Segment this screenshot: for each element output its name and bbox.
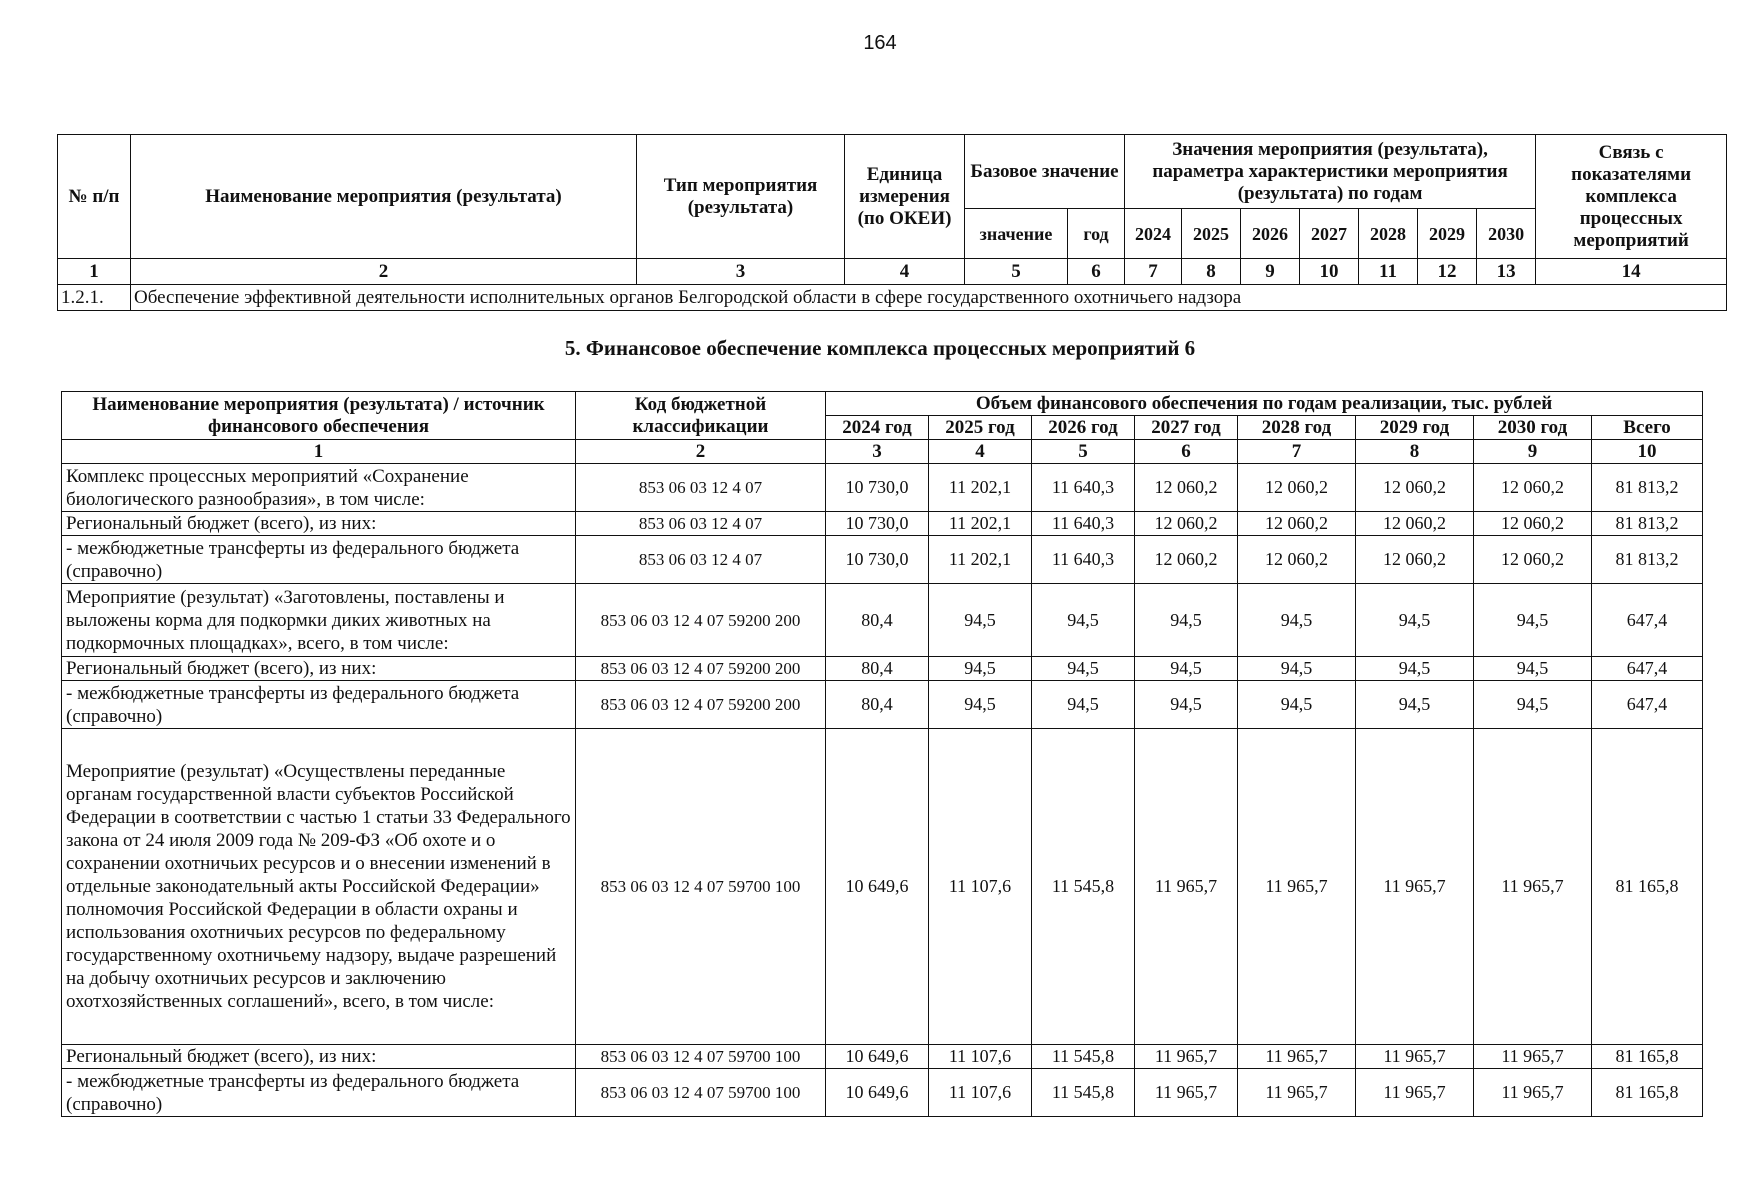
row-value: 94,5 (1032, 584, 1135, 657)
row-value: 80,4 (826, 657, 929, 681)
row-value: 80,4 (826, 681, 929, 729)
results-table (57, 134, 1727, 311)
header-base-value: значение (965, 209, 1068, 259)
header-year: 2026 (1241, 209, 1300, 259)
row-name: - межбюджетные трансферты из федерального бюджета (справочно) (62, 681, 576, 729)
column-number: 2 (576, 440, 826, 464)
row-value: 94,5 (929, 584, 1032, 657)
row-value: 12 060,2 (1356, 464, 1474, 512)
row-value: 11 965,7 (1474, 729, 1592, 1045)
column-number: 10 (1592, 440, 1703, 464)
row-name: Региональный бюджет (всего), из них: (62, 512, 576, 536)
table-row (62, 657, 1703, 681)
row-value: 94,5 (1135, 584, 1238, 657)
row-value: 11 202,1 (929, 512, 1032, 536)
row-total: 647,4 (1592, 584, 1703, 657)
header-values-group: Значения мероприятия (результата), параметра характеристики мероприятия (результата) по годам (1125, 135, 1536, 209)
row-name: Мероприятие (результат) «Заготовлены, поставлены и выложены корма для подкормки диких животных на подкормочных площадках», всего, в том числе: (62, 584, 576, 657)
table-row (62, 464, 1703, 512)
table-row (62, 584, 1703, 657)
header-link: Связь с показателями комплекса процессных мероприятий (1536, 135, 1727, 259)
row-code: 853 06 03 12 4 07 59200 200 (576, 584, 826, 657)
row-code: 853 06 03 12 4 07 59700 100 (576, 1069, 826, 1117)
row-value: 12 060,2 (1474, 464, 1592, 512)
header-year: 2027 (1300, 209, 1359, 259)
column-number: 11 (1359, 259, 1418, 285)
header-base-year: год (1068, 209, 1125, 259)
header-year: 2026 год (1032, 416, 1135, 440)
row-value: 80,4 (826, 584, 929, 657)
table-row (58, 285, 1727, 311)
column-number: 5 (1032, 440, 1135, 464)
row-name: Региональный бюджет (всего), из них: (62, 1045, 576, 1069)
row-code: 853 06 03 12 4 07 59200 200 (576, 681, 826, 729)
row-value: 11 965,7 (1356, 1069, 1474, 1117)
column-number: 5 (965, 259, 1068, 285)
header-year: 2030 (1477, 209, 1536, 259)
row-value: 11 202,1 (929, 536, 1032, 584)
row-code: 853 06 03 12 4 07 59700 100 (576, 729, 826, 1045)
row-value: 11 965,7 (1474, 1069, 1592, 1117)
header-year: 2028 (1359, 209, 1418, 259)
row-value: 94,5 (1032, 657, 1135, 681)
column-number: 3 (637, 259, 845, 285)
row-value: 11 965,7 (1135, 1045, 1238, 1069)
header-year: 2025 (1182, 209, 1241, 259)
table-row (62, 681, 1703, 729)
row-name: Региональный бюджет (всего), из них: (62, 657, 576, 681)
column-number: 7 (1125, 259, 1182, 285)
header-year: 2029 (1418, 209, 1477, 259)
row-value: 12 060,2 (1238, 536, 1356, 584)
row-value: 11 965,7 (1238, 1045, 1356, 1069)
column-number: 7 (1238, 440, 1356, 464)
row-value: 11 640,3 (1032, 464, 1135, 512)
row-value: 10 730,0 (826, 464, 929, 512)
table-row (62, 1045, 1703, 1069)
row-total: 81 165,8 (1592, 729, 1703, 1045)
row-value: 11 107,6 (929, 729, 1032, 1045)
row-value: 10 649,6 (826, 729, 929, 1045)
row-value: 94,5 (1135, 657, 1238, 681)
row-value: 94,5 (929, 681, 1032, 729)
row-value: 94,5 (1474, 584, 1592, 657)
row-value: 10 649,6 (826, 1045, 929, 1069)
page-number: 164 (863, 32, 897, 54)
column-number: 12 (1418, 259, 1477, 285)
column-number: 1 (62, 440, 576, 464)
row-value: 11 965,7 (1135, 729, 1238, 1045)
table-row (62, 1069, 1703, 1117)
row-code: 853 06 03 12 4 07 (576, 464, 826, 512)
row-value: 11 640,3 (1032, 536, 1135, 584)
row-value: 10 649,6 (826, 1069, 929, 1117)
column-number: 3 (826, 440, 929, 464)
row-value: 94,5 (1238, 657, 1356, 681)
row-value: 11 965,7 (1356, 729, 1474, 1045)
column-number: 14 (1536, 259, 1727, 285)
header-volume: Объем финансового обеспечения по годам реализации, тыс. рублей (826, 392, 1703, 416)
row-value: 94,5 (1238, 584, 1356, 657)
column-number: 6 (1135, 440, 1238, 464)
column-number: 4 (929, 440, 1032, 464)
column-number: 9 (1241, 259, 1300, 285)
row-value: 11 640,3 (1032, 512, 1135, 536)
row-total: 81 165,8 (1592, 1045, 1703, 1069)
header-year: 2029 год (1356, 416, 1474, 440)
row-value: 10 730,0 (826, 536, 929, 584)
row-value: 12 060,2 (1135, 536, 1238, 584)
column-number-row (58, 259, 1727, 285)
header-code: Код бюджетной классификации (576, 392, 826, 440)
header-total: Всего (1592, 416, 1703, 440)
row-value: 11 965,7 (1356, 1045, 1474, 1069)
row-value: 94,5 (1356, 584, 1474, 657)
table-row (62, 512, 1703, 536)
row-code: 853 06 03 12 4 07 59200 200 (576, 657, 826, 681)
row-value: 11 545,8 (1032, 1045, 1135, 1069)
row-total: 81 813,2 (1592, 536, 1703, 584)
row-value: 12 060,2 (1356, 512, 1474, 536)
row-value: 94,5 (1356, 657, 1474, 681)
column-number: 10 (1300, 259, 1359, 285)
row-name: - межбюджетные трансферты из федерального бюджета (справочно) (62, 1069, 576, 1117)
row-value: 94,5 (1474, 657, 1592, 681)
column-number: 13 (1477, 259, 1536, 285)
row-value: 12 060,2 (1135, 464, 1238, 512)
header-year: 2027 год (1135, 416, 1238, 440)
row-value: 94,5 (1135, 681, 1238, 729)
column-number: 2 (131, 259, 637, 285)
column-number: 8 (1182, 259, 1241, 285)
row-value: 11 107,6 (929, 1069, 1032, 1117)
row-value: 11 202,1 (929, 464, 1032, 512)
row-value: 94,5 (1238, 681, 1356, 729)
header-year: 2024 год (826, 416, 929, 440)
header-name: Наименование мероприятия (результата) (131, 135, 637, 259)
row-value: 12 060,2 (1238, 512, 1356, 536)
header-type: Тип мероприятия (результата) (637, 135, 845, 259)
row-total: 647,4 (1592, 657, 1703, 681)
row-name: - межбюджетные трансферты из федерального бюджета (справочно) (62, 536, 576, 584)
row-code: 853 06 03 12 4 07 (576, 536, 826, 584)
row-name: Мероприятие (результат) «Осуществлены переданные органам государственной власти субъектов Российской Федерации в соответствии с частью 1 статьи 33 Федерального закона от 24 июля 2009 года № 209-ФЗ «Об охоте и о сохранении охотничьих ресурсов и о внесении изменений в отдельные законодательный акты Российской Федерации» полномочия Российской Федерации в области охраны и использования охотничьих ресурсов по федеральному государственному охотничьему надзору, выдаче разрешений на добычу охотничьих ресурсов и заключению охотхозяйственных соглашений», всего, в том числе: (62, 729, 576, 1045)
table-row (62, 536, 1703, 584)
row-value: 11 107,6 (929, 1045, 1032, 1069)
row-name: Комплекс процессных мероприятий «Сохранение биологического разнообразия», в том числе: (62, 464, 576, 512)
column-number: 9 (1474, 440, 1592, 464)
column-number: 1 (58, 259, 131, 285)
row-value: 11 965,7 (1238, 729, 1356, 1045)
header-name: Наименование мероприятия (результата) / источник финансового обеспечения (62, 392, 576, 440)
column-number-row (62, 440, 1703, 464)
header-year: 2028 год (1238, 416, 1356, 440)
row-total: 81 813,2 (1592, 464, 1703, 512)
row-code: 853 06 03 12 4 07 59700 100 (576, 1045, 826, 1069)
row-value: 11 965,7 (1135, 1069, 1238, 1117)
header-year: 2024 (1125, 209, 1182, 259)
header-year: 2030 год (1474, 416, 1592, 440)
header-unit: Единица измерения (по ОКЕИ) (845, 135, 965, 259)
row-value: 11 545,8 (1032, 729, 1135, 1045)
row-value: 94,5 (1474, 681, 1592, 729)
row-total: 647,4 (1592, 681, 1703, 729)
financing-table (61, 391, 1703, 1117)
column-number: 6 (1068, 259, 1125, 285)
row-number: 1.2.1. (58, 285, 131, 311)
row-total: 81 165,8 (1592, 1069, 1703, 1117)
row-value: 94,5 (1032, 681, 1135, 729)
section-title: 5. Финансовое обеспечение комплекса процессных мероприятий 6 (564, 336, 1196, 360)
row-value: 12 060,2 (1135, 512, 1238, 536)
header-number: № п/п (58, 135, 131, 259)
header-base: Базовое значение (965, 135, 1125, 209)
row-value: 11 965,7 (1474, 1045, 1592, 1069)
row-value: 12 060,2 (1474, 512, 1592, 536)
row-text: Обеспечение эффективной деятельности исполнительных органов Белгородской области в сфере государственного охотничьего надзора (131, 285, 1727, 311)
row-value: 11 545,8 (1032, 1069, 1135, 1117)
column-number: 8 (1356, 440, 1474, 464)
row-value: 94,5 (1356, 681, 1474, 729)
header-year: 2025 год (929, 416, 1032, 440)
row-value: 12 060,2 (1474, 536, 1592, 584)
row-code: 853 06 03 12 4 07 (576, 512, 826, 536)
column-number: 4 (845, 259, 965, 285)
row-value: 10 730,0 (826, 512, 929, 536)
row-value: 94,5 (929, 657, 1032, 681)
row-value: 12 060,2 (1238, 464, 1356, 512)
table-row (62, 729, 1703, 1045)
row-total: 81 813,2 (1592, 512, 1703, 536)
row-value: 12 060,2 (1356, 536, 1474, 584)
row-value: 11 965,7 (1238, 1069, 1356, 1117)
